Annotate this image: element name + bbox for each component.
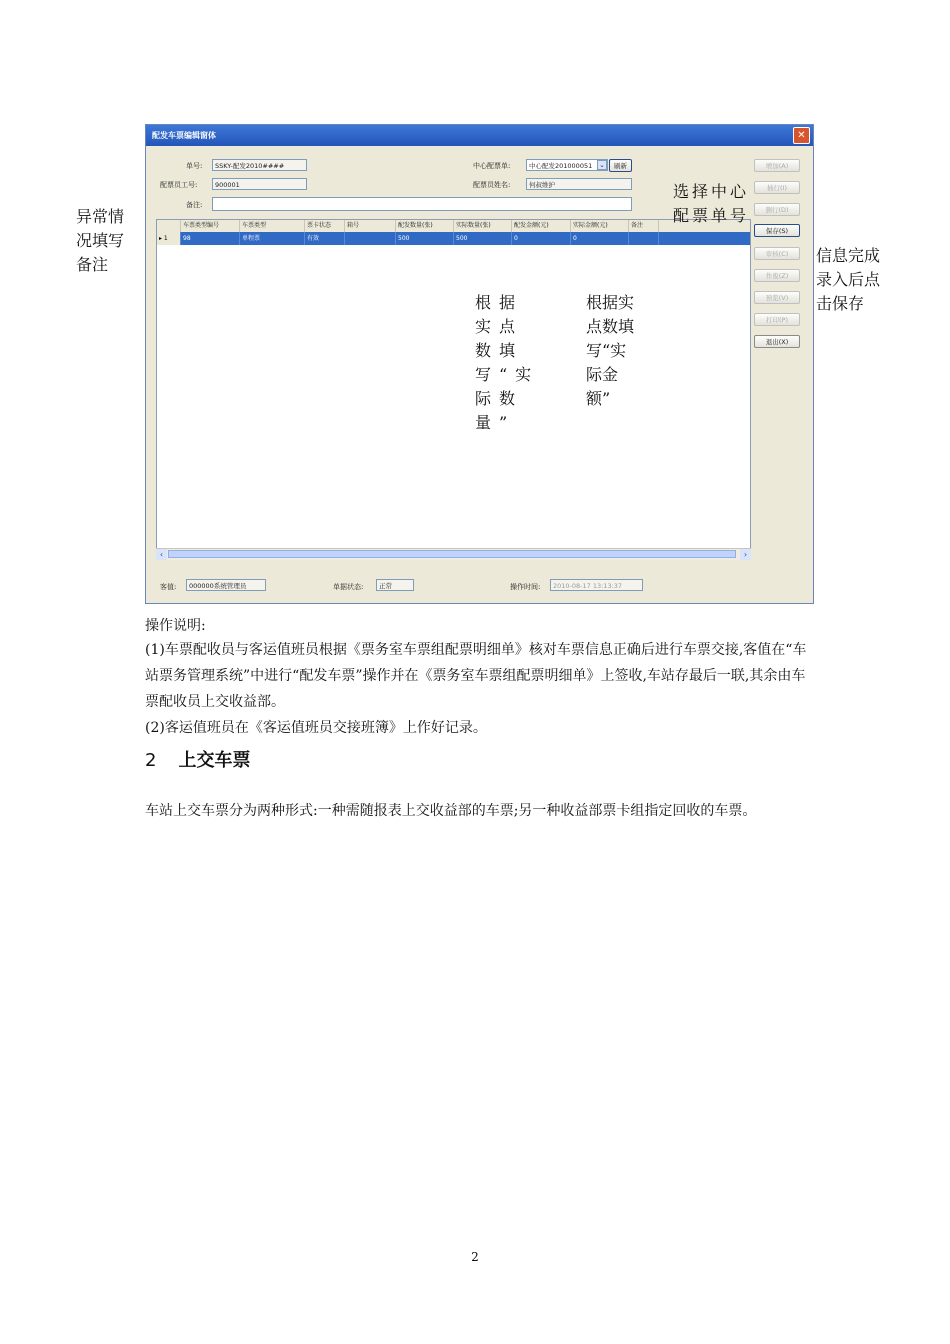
col-header[interactable]: 车票类型 xyxy=(240,220,305,232)
col-header[interactable]: 箱号 xyxy=(345,220,396,232)
instruction-step-2: (2)客运值班员在《客运值班员交接班簿》上作好记录。 xyxy=(145,720,487,736)
row-indicator: ▸ 1 xyxy=(157,232,181,245)
table-cell[interactable]: 500 xyxy=(396,232,454,245)
time-field[interactable]: 2010-08-17 13:13:37 xyxy=(550,579,643,591)
audit-button[interactable]: 审核(C) xyxy=(754,247,800,260)
chevron-down-icon[interactable]: ⌄ xyxy=(597,160,607,170)
scroll-right-icon[interactable]: › xyxy=(740,549,751,560)
col-header[interactable]: 车票类型编号 xyxy=(181,220,240,232)
save-button[interactable]: 保存(S) xyxy=(754,224,800,237)
remark-label: 备注: xyxy=(186,201,203,209)
exit-button[interactable]: 退出(X) xyxy=(754,335,800,348)
annotation-actual-qty: 根据实点数填写“实际数量” xyxy=(475,293,540,432)
annotation-actual-amount: 根据实点数填写“实际金额” xyxy=(586,293,635,408)
page-number: 2 xyxy=(471,1250,479,1264)
table-cell[interactable]: 0 xyxy=(571,232,629,245)
section-number: 2 xyxy=(145,750,157,771)
table-cell[interactable]: 0 xyxy=(512,232,571,245)
table-cell[interactable] xyxy=(629,232,659,245)
status-label: 单据状态: xyxy=(333,583,364,591)
table-row[interactable] xyxy=(157,232,750,245)
order-no-label: 单号: xyxy=(186,162,203,170)
order-no-field[interactable]: SSKY-配发2010#### xyxy=(212,159,307,171)
table-cell[interactable]: 500 xyxy=(454,232,512,245)
grid-corner xyxy=(157,220,181,232)
staff-name-field[interactable]: 何叔维护 xyxy=(526,178,632,190)
print-button[interactable]: 打印(P) xyxy=(754,313,800,326)
refresh-button[interactable]: 刷新 xyxy=(609,159,632,172)
staff-name-label: 配票员姓名: xyxy=(473,181,511,189)
staff-id-field[interactable]: 900001 xyxy=(212,178,307,190)
operator-label: 客值: xyxy=(160,583,177,591)
center-order-value: 中心配发201000051 xyxy=(529,162,593,170)
center-order-select[interactable] xyxy=(526,159,608,171)
annotation-center-order: 选择中心配票单号 xyxy=(673,182,750,225)
section-title: 上交车票 xyxy=(178,750,251,771)
col-header[interactable]: 配发金额(元) xyxy=(512,220,571,232)
ticket-grid xyxy=(156,219,751,559)
table-cell[interactable] xyxy=(345,232,396,245)
col-header[interactable]: 备注 xyxy=(629,220,659,232)
col-header[interactable]: 配发数量(张) xyxy=(396,220,454,232)
delete-row-button[interactable]: 删行(D) xyxy=(754,203,800,216)
table-cell[interactable]: 98 xyxy=(181,232,240,245)
annotation-save: 信息完成录入后点击保存 xyxy=(816,246,881,313)
table-cell[interactable]: 有效 xyxy=(305,232,345,245)
operator-field[interactable]: 000000系统管理员 xyxy=(186,579,266,591)
center-order-label: 中心配票单: xyxy=(473,162,511,170)
col-header[interactable]: 实际数量(张) xyxy=(454,220,512,232)
add-button[interactable]: 增加(A) xyxy=(754,159,800,172)
preview-button[interactable]: 预览(V) xyxy=(754,291,800,304)
instructions-title: 操作说明: xyxy=(145,618,206,634)
col-header[interactable]: 实际金额(元) xyxy=(571,220,629,232)
scroll-thumb[interactable] xyxy=(168,550,736,558)
time-label: 操作时间: xyxy=(510,583,541,591)
staff-id-label: 配票员工号: xyxy=(160,181,198,189)
section-heading xyxy=(145,746,250,772)
remark-field[interactable] xyxy=(212,197,632,211)
col-header[interactable]: 票卡状态 xyxy=(305,220,345,232)
scroll-left-icon[interactable]: ‹ xyxy=(156,549,167,560)
window-title: 配发车票编辑窗体 xyxy=(152,131,216,140)
close-icon[interactable]: ✕ xyxy=(793,127,810,144)
status-field[interactable]: 正常 xyxy=(376,579,414,591)
horizontal-scrollbar[interactable] xyxy=(156,548,751,560)
void-button[interactable]: 作废(Z) xyxy=(754,269,800,282)
table-cell[interactable]: 单程票 xyxy=(240,232,305,245)
section-body: 车站上交车票分为两种形式:一种需随报表上交收益部的车票;另一种收益部票卡组指定回收的车票。 xyxy=(145,803,757,819)
window-titlebar xyxy=(146,125,813,146)
insert-row-button[interactable]: 插行(I) xyxy=(754,181,800,194)
annotation-remark: 异常情况填写备注 xyxy=(76,207,125,274)
instruction-step-1: (1)车票配收员与客运值班员根据《票务室车票组配票明细单》核对车票信息正确后进行车票交接,客值在“车站票务管理系统”中进行“配发车票”操作并在《票务室车票组配票明细单》上签收,车站存最后一联,其余由车票配收员上交收益部。 xyxy=(145,642,807,710)
